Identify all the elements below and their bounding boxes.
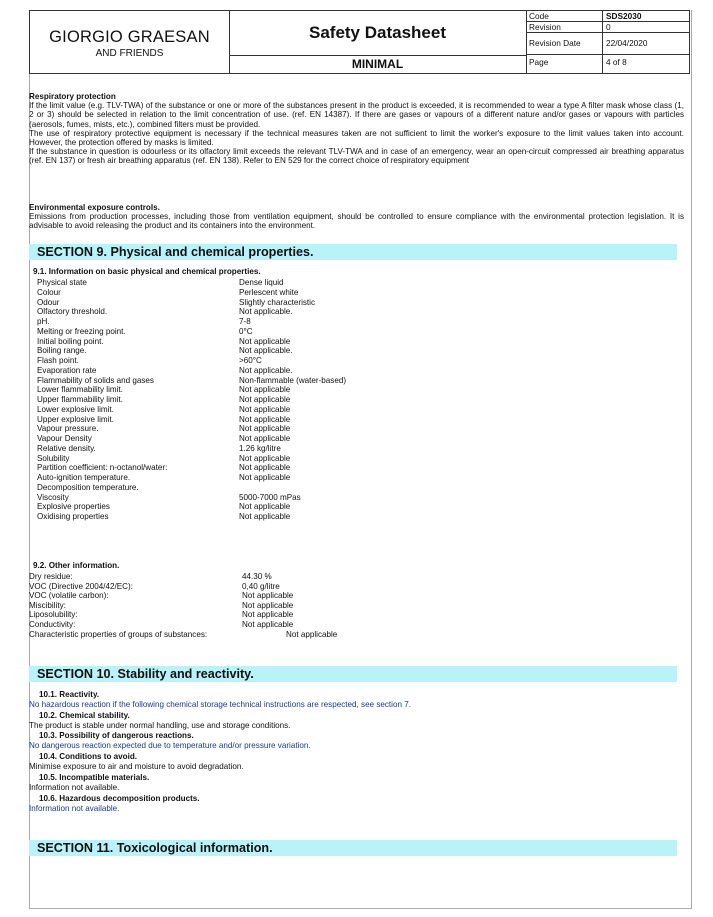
respiratory-protection xyxy=(29,92,684,166)
meta-key: Page xyxy=(529,57,549,67)
property-name: Explosive properties xyxy=(37,502,110,512)
property-name: Upper flammability limit. xyxy=(37,395,123,404)
other-info-name: Liposolubility: xyxy=(29,610,78,620)
other-info-name: Dry residue: xyxy=(29,572,73,581)
property-value: 1.26 kg/litre xyxy=(239,443,281,453)
property-value: Not applicable. xyxy=(239,307,293,317)
respiratory-paragraph-1: If the limit value (e.g. TLV-TWA) of the substance or one or more of the substances present in the product is exceeded, it is recommended to wear a type A filter mask whose class (1, 2 or 3) should be selected in relation to the limit concentration of use. (ref. EN 14387). If there are gases or vapours of a different nature and/or gases or vapours with particles (aerosols, fumes, mists, etc.), combined filters must be provided. xyxy=(29,101,684,129)
property-value: 0°C xyxy=(239,326,253,336)
section-10-title: SECTION 10. Stability and reactivity. xyxy=(29,666,677,682)
property-value: Not applicable. xyxy=(239,346,293,356)
company-name: GIORGIO GRAESAN xyxy=(49,28,210,46)
subsection-10-2-text: The product is stable under normal handling, use and storage conditions. xyxy=(29,720,291,730)
meta-row-page xyxy=(526,55,689,73)
respiratory-paragraph-2: The use of respiratory protective equipment is necessary if the technical measures taken are not sufficient to limit the worker's exposure to the limit values taken into account. However, the protection offered by masks is limited. xyxy=(29,128,684,148)
meta-divider xyxy=(602,11,603,73)
subsection-10-4-text: Minimise exposure to air and moisture to avoid degradation. xyxy=(29,762,244,772)
other-info-row xyxy=(29,610,294,620)
meta-row-code xyxy=(526,11,689,22)
subsection-10-3-text: No dangerous reaction expected due to temperature and/or pressure variation. xyxy=(29,741,311,751)
subsection-10-4-title: 10.4. Conditions to avoid. xyxy=(39,752,138,762)
environmental-paragraph: Emissions from production processes, including those from ventilation equipment, should be controlled to ensure compliance with the environmental protection legislation. It is advisable to avoid releasing the product and its containers into the environment. xyxy=(29,212,684,231)
company-block xyxy=(30,11,230,73)
subsection-10-1-title: 10.1. Reactivity. xyxy=(39,690,100,699)
property-value: Not applicable xyxy=(239,502,291,512)
characteristic-properties-name: Characteristic properties of groups of substances: xyxy=(29,629,208,639)
respiratory-heading: Respiratory protection xyxy=(29,92,116,101)
property-name: Viscosity xyxy=(37,492,69,502)
environmental-heading: Environmental exposure controls. xyxy=(29,203,160,212)
other-info-name: Conductivity: xyxy=(29,620,76,629)
property-value: Non-flammable (water-based) xyxy=(239,375,347,385)
other-info-name: VOC (volatile carbon): xyxy=(29,591,109,601)
other-info-row xyxy=(29,591,294,601)
meta-row-revision-date xyxy=(526,33,689,55)
property-name: Upper explosive limit. xyxy=(37,414,114,424)
subsection-10-3-title: 10.3. Possibility of dangerous reactions. xyxy=(39,731,194,741)
property-value: Perlescent white xyxy=(239,287,299,297)
section-9-title: SECTION 9. Physical and chemical properties. xyxy=(29,244,677,260)
property-name: Vapour Density xyxy=(37,434,92,443)
property-name: Lower explosive limit. xyxy=(37,404,114,414)
document-header xyxy=(29,10,690,74)
meta-key: Revision Date xyxy=(529,38,581,48)
property-name: Solubility xyxy=(37,453,70,463)
other-info-name: Miscibility: xyxy=(29,600,66,610)
property-value: Not applicable xyxy=(239,463,291,473)
document-title: Safety Datasheet xyxy=(229,11,527,56)
subsection-9-2: 9.2. Other information. xyxy=(33,561,120,570)
meta-key: Revision xyxy=(529,22,561,32)
other-info-name: VOC (Directive 2004/42/EC): xyxy=(29,581,133,591)
property-value: 7-8 xyxy=(239,317,251,326)
property-value: Not applicable xyxy=(239,385,291,395)
property-value: Not applicable xyxy=(239,336,291,346)
meta-key: Code xyxy=(529,11,549,21)
subsection-10-6-title: 10.6. Hazardous decomposition products. xyxy=(39,793,200,803)
property-name: Melting or freezing point. xyxy=(37,326,126,336)
characteristic-properties-value: Not applicable xyxy=(286,629,338,639)
respiratory-paragraph-3: If the substance in question is odourless or its olfactory limit exceeds the relevant TLV-TWA and in case of an emergency, wear an open-circuit compressed air breathing apparatus (ref. EN 137) or fresh air breathing apparatus (ref. EN 138). Refer to EN 529 for the correct choice of respiratory equipment xyxy=(29,147,684,166)
property-name: Physical state xyxy=(37,278,87,287)
property-name: Odour xyxy=(37,297,60,307)
property-name: Olfactory threshold. xyxy=(37,307,108,317)
product-name: MINIMAL xyxy=(229,55,527,73)
property-value: Not applicable xyxy=(239,434,291,443)
subsection-10-1-text: No hazardous reaction if the following chemical storage technical instructions are respected, see section 7. xyxy=(29,700,411,709)
property-name: pH. xyxy=(37,317,50,326)
property-name: Flammability of solids and gases xyxy=(37,375,154,385)
property-value: Not applicable. xyxy=(239,365,293,375)
environmental-exposure xyxy=(29,203,684,231)
subsection-10-2-title: 10.2. Chemical stability. xyxy=(39,710,130,720)
property-name: Vapour pressure. xyxy=(37,424,99,434)
property-value: Not applicable xyxy=(239,512,291,521)
company-subtitle: AND FRIENDS xyxy=(95,48,164,59)
property-value: >60°C xyxy=(239,356,262,365)
meta-value: 0 xyxy=(606,22,611,32)
other-info-value: 44.30 % xyxy=(242,572,272,581)
section-11-title: SECTION 11. Toxicological information. xyxy=(29,840,677,856)
property-name: Decomposition temperature. xyxy=(37,482,139,492)
property-value: 5000-7000 mPas xyxy=(239,492,301,502)
meta-value: SDS2030 xyxy=(606,11,642,21)
other-info-row xyxy=(29,581,280,591)
subsection-10-5-title: 10.5. Incompatible materials. xyxy=(39,772,150,782)
property-name: Oxidising properties xyxy=(37,512,109,521)
property-value: Not applicable xyxy=(239,404,291,414)
property-value: Not applicable xyxy=(239,453,291,463)
other-info-row xyxy=(29,572,272,581)
property-name: Flash point. xyxy=(37,356,79,365)
property-name: Initial boiling point. xyxy=(37,336,104,346)
property-value: Not applicable xyxy=(239,424,291,434)
property-value: Slightly characteristic xyxy=(239,297,316,307)
other-info-value: Not applicable xyxy=(242,600,294,610)
subsection-9-1: 9.1. Information on basic physical and chemical properties. xyxy=(33,267,261,276)
property-name: Lower flammability limit. xyxy=(37,385,123,395)
other-info-value: Not applicable xyxy=(242,620,294,629)
meta-value: 22/04/2020 xyxy=(606,38,648,48)
property-value: Not applicable xyxy=(239,473,291,482)
characteristic-properties-row xyxy=(29,629,338,639)
other-info-value: Not applicable xyxy=(242,591,294,601)
property-value: Dense liquid xyxy=(239,278,284,287)
property-name: Partition coefficient: n-octanol/water: xyxy=(37,463,168,473)
property-name: Evaporation rate xyxy=(37,365,97,375)
meta-value: 4 of 8 xyxy=(606,57,627,67)
property-name: Auto-ignition temperature. xyxy=(37,473,131,482)
other-info-row xyxy=(29,620,294,629)
property-value: Not applicable xyxy=(239,395,291,404)
other-info-value: 0,40 g/litre xyxy=(242,581,280,591)
property-name: Colour xyxy=(37,287,61,297)
meta-row-revision xyxy=(526,22,689,33)
subsection-10-5-text: Information not available. xyxy=(29,782,120,792)
property-name: Boiling range. xyxy=(37,346,87,356)
other-info-row xyxy=(29,600,294,610)
subsection-10-6-text: Information not available. xyxy=(29,803,120,813)
property-name: Relative density. xyxy=(37,443,96,453)
property-value: Not applicable xyxy=(239,414,291,424)
other-info-value: Not applicable xyxy=(242,610,294,620)
